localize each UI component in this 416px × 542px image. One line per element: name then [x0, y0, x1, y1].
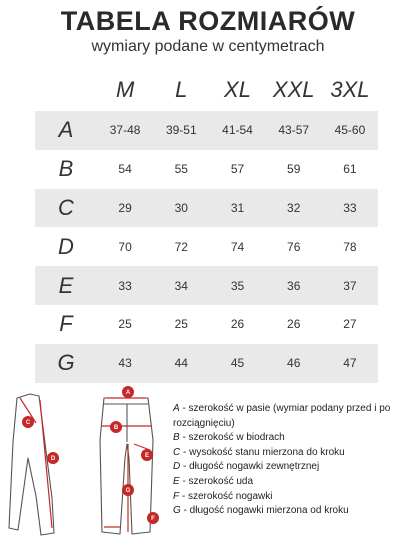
table-cell: 45-60	[334, 123, 366, 138]
legend-item	[173, 446, 413, 461]
table-cell: 41-54	[222, 123, 253, 138]
table-cell: 57	[230, 162, 245, 177]
measurement-legend	[173, 402, 413, 519]
table-cell: 33	[343, 200, 357, 215]
page-subtitle: wymiary podane w centymetrach	[91, 38, 325, 55]
table-cell: 47	[343, 356, 357, 371]
table-cell: 36	[287, 278, 301, 293]
table-cell: 32	[287, 200, 301, 215]
measurement-lines	[20, 398, 152, 532]
row-label: C	[58, 194, 74, 220]
table-row	[35, 266, 378, 305]
row-label: A	[58, 117, 74, 143]
table-cell: 78	[343, 239, 357, 254]
table-cell: 70	[118, 239, 132, 254]
legend-item	[173, 460, 413, 475]
table-cell: 45	[230, 356, 245, 371]
table-cell: 44	[174, 356, 188, 371]
table-cell: 29	[118, 200, 132, 215]
table-row	[35, 150, 378, 189]
legend-text: - długość nogawki zewnętrznej	[180, 461, 320, 473]
svg-text:A: A	[125, 390, 131, 397]
table-cell: 37-48	[109, 123, 141, 138]
legend-letter: F	[173, 490, 180, 502]
marker-d	[47, 452, 59, 464]
size-header: L	[175, 76, 188, 102]
legend-text: - szerokość uda	[179, 475, 254, 487]
row-label: B	[58, 156, 74, 182]
table-cell: 26	[287, 317, 301, 332]
table-row	[35, 305, 378, 344]
size-header: M	[115, 76, 135, 102]
marker-g	[122, 484, 134, 496]
marker-a	[122, 386, 134, 398]
page-title: TABELA ROZMIARÓW	[60, 6, 356, 36]
size-header-row	[35, 68, 378, 111]
legend-text: - wysokość stanu mierzona do kroku	[180, 446, 345, 458]
marker-c	[22, 416, 34, 428]
size-table	[35, 68, 378, 383]
table-cell: 61	[343, 162, 357, 177]
table-row	[35, 227, 378, 266]
table-cell: 39-51	[165, 123, 197, 138]
legend-letter: B	[173, 432, 180, 444]
table-cell: 33	[118, 278, 132, 293]
table-row	[35, 344, 378, 383]
size-header: XL	[224, 76, 251, 102]
row-label: E	[58, 272, 74, 298]
table-cell: 26	[230, 317, 245, 332]
legend-item	[173, 402, 413, 431]
svg-text:D: D	[50, 456, 56, 463]
svg-text:G: G	[125, 488, 131, 495]
legend-item	[173, 431, 413, 446]
table-cell: 43	[118, 356, 132, 371]
table-cell: 43-57	[278, 123, 310, 138]
svg-text:F: F	[151, 516, 155, 523]
table-cell: 74	[230, 239, 245, 254]
trousers-measurement-diagram	[8, 380, 168, 540]
legend-letter: A	[173, 403, 180, 414]
table-row	[35, 189, 378, 228]
legend-text: - szerokość nogawki	[179, 490, 273, 502]
table-cell: 72	[174, 239, 188, 254]
legend-item	[173, 475, 413, 490]
table-cell: 37	[343, 278, 357, 293]
legend-letter: G	[173, 505, 181, 517]
row-label: D	[58, 233, 74, 259]
table-cell: 25	[118, 317, 132, 332]
marker-b	[110, 421, 122, 433]
legend-text: - szerokość w pasie (wymiar podany przed i po rozciągnięciu)	[173, 403, 391, 429]
svg-text:E: E	[144, 453, 150, 460]
legend-text: - długość nogawki mierzona od kroku	[180, 505, 349, 517]
marker-e	[141, 449, 153, 461]
table-cell: 59	[287, 162, 301, 177]
row-label: F	[59, 311, 73, 337]
legend-letter: E	[173, 475, 180, 487]
row-label: G	[57, 350, 75, 376]
table-row	[35, 111, 378, 150]
table-cell: 76	[287, 239, 301, 254]
legend-text: - szerokość w biodrach	[179, 432, 285, 444]
table-cell: 35	[230, 278, 245, 293]
table-cell: 54	[118, 162, 132, 177]
legend-item	[173, 504, 413, 519]
size-header: 3XL	[330, 76, 370, 102]
table-cell: 27	[343, 317, 357, 332]
table-cell: 34	[174, 278, 188, 293]
legend-letter: D	[173, 461, 181, 473]
table-cell: 25	[174, 317, 188, 332]
table-cell: 55	[174, 162, 188, 177]
table-cell: 31	[230, 200, 245, 215]
legend-item	[173, 490, 413, 505]
front-view-trousers	[100, 398, 153, 534]
legend-letter: C	[173, 446, 181, 458]
svg-text:B: B	[113, 425, 119, 432]
marker-f	[147, 512, 159, 524]
measurement-markers	[22, 386, 159, 524]
table-cell: 46	[287, 356, 301, 371]
svg-text:C: C	[25, 420, 31, 427]
size-header: XXL	[272, 76, 315, 102]
table-cell: 30	[174, 200, 188, 215]
